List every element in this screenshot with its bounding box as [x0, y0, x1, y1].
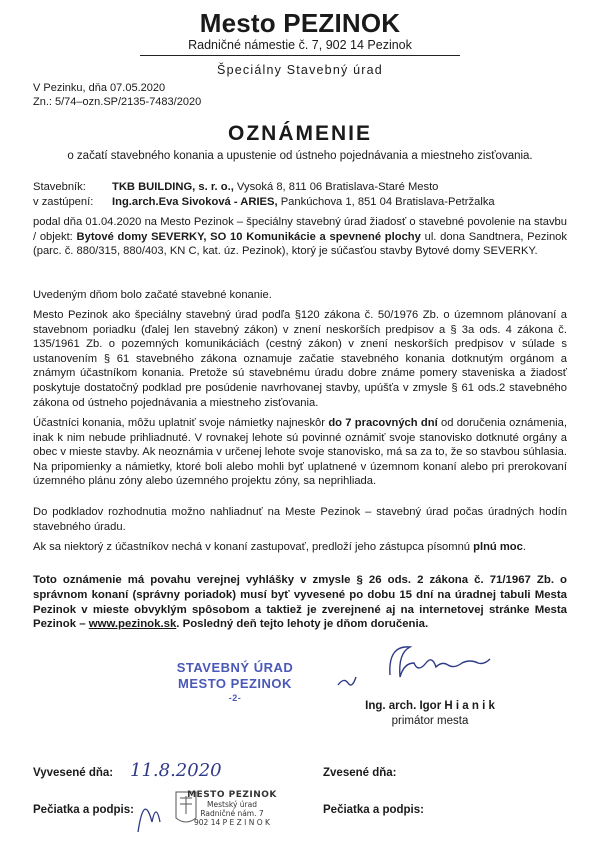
representative-value	[112, 196, 495, 208]
builder-value	[112, 181, 438, 193]
department-name: Špeciálny Stavebný úrad	[217, 63, 383, 77]
public-notice	[33, 573, 567, 632]
representative-name: Ing.arch.Eva Sivoková - ARIES,	[112, 196, 278, 208]
power-of-attorney-text: plnú moc	[473, 541, 523, 553]
builder-label: Stavebník:	[33, 181, 86, 193]
document-subtitle: o začatí stavebného konania a upustenie od ústneho pojednávania a miestneho zisťovania.	[67, 150, 533, 162]
paragraph-documents: Do podkladov rozhodnutia možno nahliadnuť na Meste Pezinok – stavebný úrad počas úradných hodín stavebného úradu.	[33, 506, 567, 533]
round-stamp-line-3: Radničné nám. 7	[200, 809, 264, 818]
representative-label: v zastúpení:	[33, 196, 94, 208]
paragraph-application	[33, 215, 567, 259]
paragraph-objections	[33, 416, 567, 489]
document-title: OZNÁMENIE	[228, 122, 372, 145]
municipal-stamp-text	[172, 790, 292, 827]
posted-label: Vyvesené dňa:	[33, 767, 114, 779]
city-address: Radničné námestie č. 7, 902 14 Pezinok	[188, 38, 412, 52]
stamp-sign-label-left: Pečiatka a podpis:	[33, 804, 134, 816]
header-divider	[140, 55, 460, 56]
round-stamp-line-1: MESTO PEZINOK	[187, 790, 277, 800]
signatory-name: Ing. arch. Igor H i a n i k	[365, 700, 495, 712]
reference-number: Zn.: 5/74–ozn.SP/2135-7483/2020	[33, 96, 202, 108]
p1-text-c: ul. dona Sandtnera, Pezinok (parc. č. 880/315, 880/403, KN C, kat. úz. Pezinok), ktorý je súčasťou stavby Bytové domy SEVERKY.	[33, 230, 567, 258]
p6-text-c: .	[522, 541, 526, 553]
date-line: V Pezinku, dňa 07.05.2020	[33, 82, 166, 94]
website-link[interactable]: www.pezinok.sk	[88, 618, 177, 631]
posted-date-handwritten: 11.8.2020	[130, 760, 222, 781]
p4-text-c: od doručenia oznámenia, inak k nim nebude prihliadnuté. V rovnakej lehote sú povinné oznámiť svoje stanovisko dotknuté orgány a obec v mieste stavby. Ak neoznámia v určenej lehote svoje stanovisko, má sa za to, že so stavbou súhlasia. Na pripomienky a námietky, ktoré boli alebo mohli byť uplatnené v územnom konaní alebo pri prerokovaní územného plánu zóny alebo územného projektu zóny, sa neprihliada.	[33, 417, 567, 488]
paragraph-representation	[33, 540, 567, 555]
deadline-text: do 7 pracovných dní	[328, 417, 438, 429]
paragraph-legal-basis: Mesto Pezinok ako špeciálny stavebný úrad podľa §120 zákona č. 50/1976 Zb. o územnom plánovaní a stavebnom poriadku (ďalej len stavebný zákon) v znení neskorších predpisov a § 3a ods. 4 zákona č. 135/1961 Zb. o pozemných komunikáciách (cestný zákon) v znení neskorších predpisov v súlade s ustanovením § 61 stavebného zákona oznamuje začatie stavebného konania dotknutým orgánom a známym účastníkom konania. Pretože sú stavebnému úradu dobre známe pomery staveniska a žiadosť poskytuje dostatočný podklad pre posúdenie navrhovanej stavby, upúšťa v zmysle § 61 ods.2 stavebného zákona od ústneho pojednávania a miestneho zisťovania.	[33, 309, 567, 409]
notice-text-a: Toto oznámenie má povahu verejnej vyhlášky v zmysle § 26 ods. 2 zákona č. 71/1967 Zb. o správnom konaní (správny poriadok) musí byť vyvesené po dobu 15 dní na úradnej tabuli Mesta Pezinok v mieste obvyklým spôsobom a taktiež je zverejnené aj na internetovej stránke Mesta Pezinok –	[33, 574, 567, 631]
representative-address: Pankúchova 1, 851 04 Bratislava-Petržalka	[277, 196, 495, 208]
p4-text-a: Účastníci konania, môžu uplatniť svoje námietky najneskôr	[33, 417, 329, 429]
office-stamp	[160, 660, 310, 704]
project-name: Bytové domy SEVERKY, SO 10 Komunikácie a spevnené plochy	[76, 230, 421, 243]
removed-label: Zvesené dňa:	[323, 767, 397, 779]
signatory-role: primátor mesta	[391, 715, 469, 727]
signature-mark-icon	[330, 640, 530, 700]
builder-name: TKB BUILDING, s. r. o.,	[112, 181, 234, 193]
notice-text-b: . Posledný deň tejto lehoty je dňom doručenia.	[176, 618, 429, 631]
stamp-line-2: MESTO PEZINOK	[178, 676, 292, 691]
builder-address: Vysoká 8, 811 06 Bratislava-Staré Mesto	[233, 181, 439, 193]
stamp-line-3: -2-	[228, 693, 242, 703]
city-title: Mesto PEZINOK	[199, 8, 401, 38]
paragraph-start: Uvedeným dňom bolo začaté stavebné konanie.	[33, 289, 272, 301]
round-stamp-line-4: 902 14 P E Z I N O K	[194, 818, 270, 827]
stamp-sign-label-right: Pečiatka a podpis:	[323, 804, 424, 816]
round-stamp-line-2: Mestský úrad	[207, 800, 257, 809]
p1-text-a: podal dňa 01.04.2020 na Mesto Pezinok – špeciálny stavebný úrad žiadosť o stavebné povolenie na stavbu / objekt:	[33, 216, 567, 243]
stamp-line-1: STAVEBNÝ ÚRAD	[176, 660, 294, 675]
p6-text-a: Ak sa niektorý z účastníkov nechá v konaní zastupovať, predloží jeho zástupca písomnú	[33, 541, 474, 553]
